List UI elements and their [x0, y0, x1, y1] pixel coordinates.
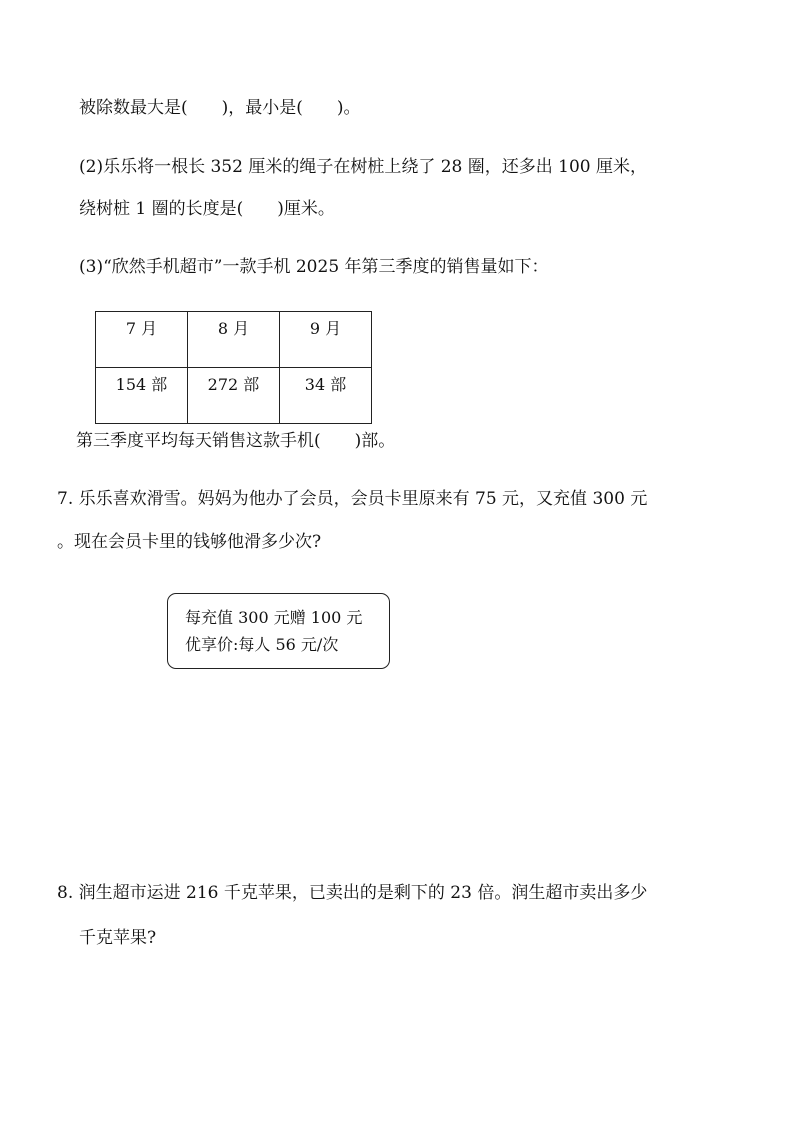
q7-line1: 7. 乐乐喜欢滑雪。妈妈为他办了会员，会员卡里原来有 75 元，又充值 300 元 [57, 489, 648, 509]
q8-line2: 千克苹果? [79, 928, 157, 948]
table-value-cell: 272 部 [188, 368, 280, 424]
q7-line2: 。现在会员卡里的钱够他滑多少次? [57, 532, 322, 552]
price-info-line1: 每充值 300 元赠 100 元 [185, 608, 363, 627]
table-value-cell: 34 部 [280, 368, 372, 424]
price-info-line2: 优享价:每人 56 元/次 [185, 635, 339, 654]
table-header-cell: 7 月 [96, 312, 188, 368]
q6-part3-intro: (3)“欣然手机超市”一款手机 2025 年第三季度的销售量如下： [79, 257, 549, 277]
q6-part2-line2: 绕树桩 1 圈的长度是( )厘米。 [79, 199, 335, 219]
q8-line1: 8. 润生超市运进 216 千克苹果，已卖出的是剩下的 23 倍。润生超市卖出多少 [57, 883, 648, 903]
table-header-row [96, 312, 372, 368]
q6-continuation-line: 被除数最大是( )，最小是( )。 [79, 98, 361, 118]
sales-table [95, 311, 372, 424]
table-value-row [96, 368, 372, 424]
q6-part3-question: 第三季度平均每天销售这款手机( )部。 [76, 431, 396, 451]
table-header-cell: 8 月 [188, 312, 280, 368]
price-info-box [167, 593, 390, 669]
q6-part2-line1: (2)乐乐将一根长 352 厘米的绳子在树桩上绕了 28 圈，还多出 100 厘米， [79, 157, 648, 177]
table-header-cell: 9 月 [280, 312, 372, 368]
table-value-cell: 154 部 [96, 368, 188, 424]
